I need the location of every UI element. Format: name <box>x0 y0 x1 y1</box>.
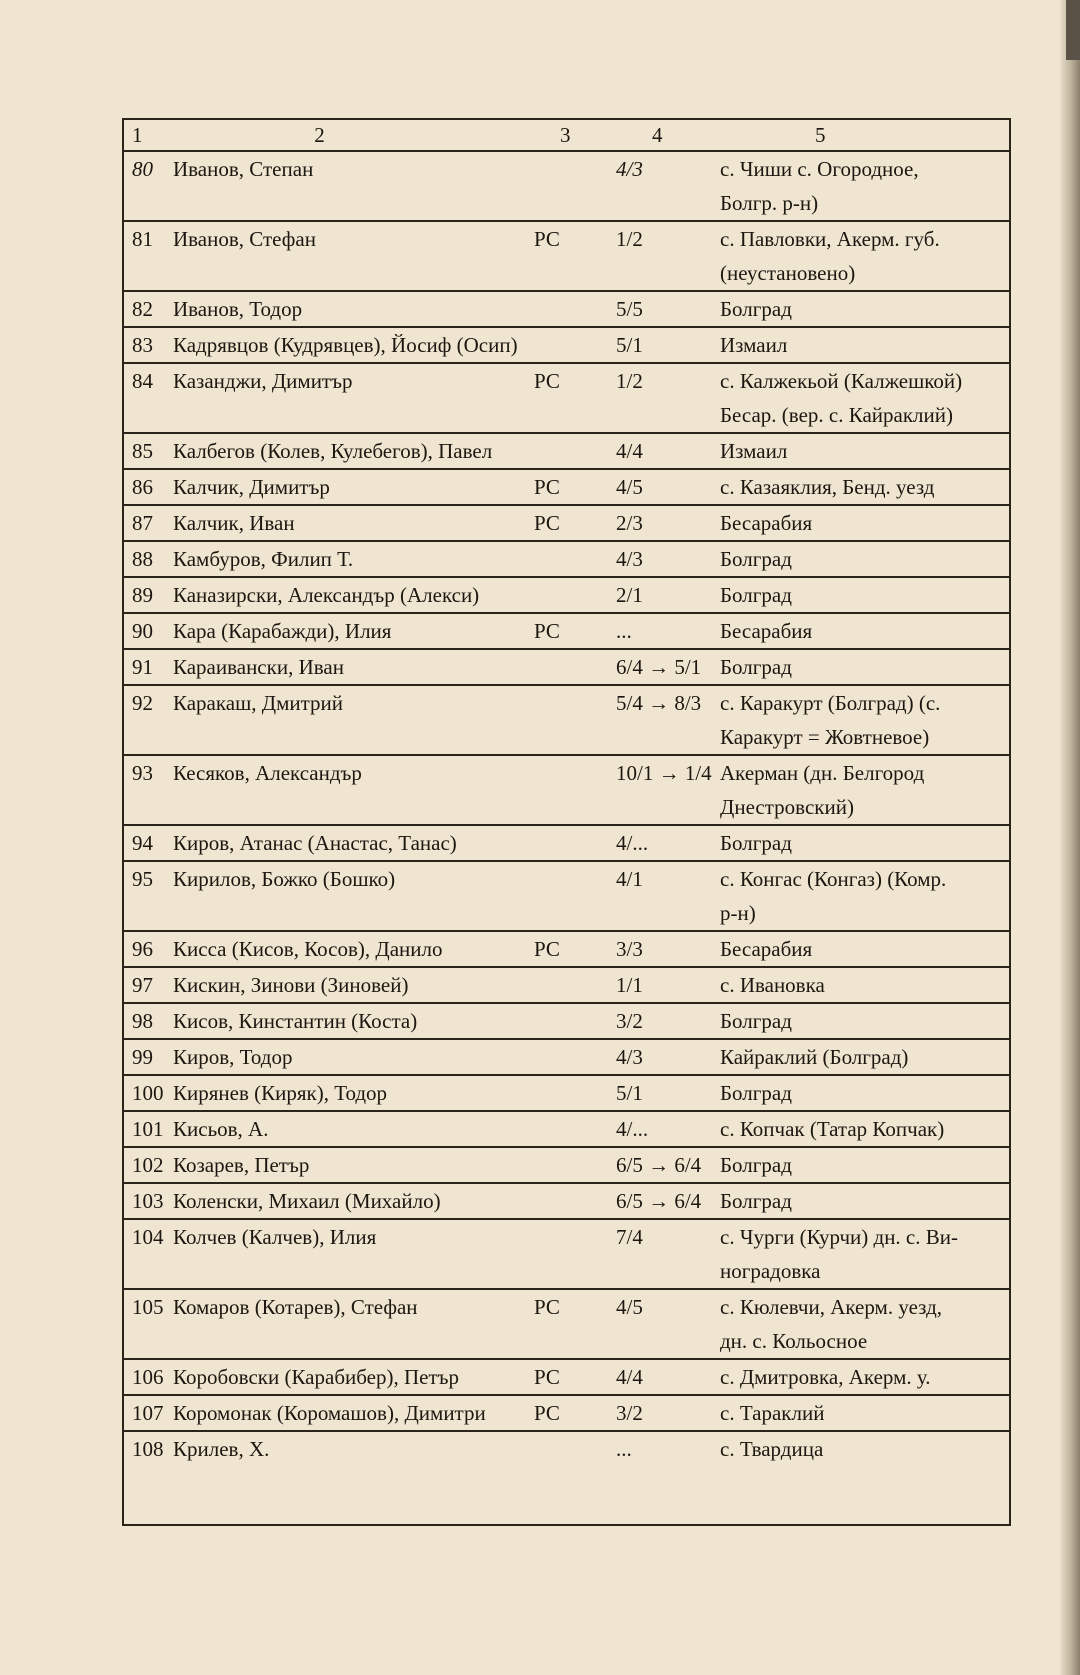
table-row <box>123 1111 1010 1147</box>
table-row <box>123 1183 1010 1219</box>
rc-marker: РС <box>532 613 612 649</box>
place-of-origin <box>720 1003 1010 1039</box>
archive-reference: 6/5 → 6/4 <box>612 1183 720 1219</box>
rc-marker: РС <box>532 221 612 291</box>
table-row <box>123 469 1010 505</box>
table-row <box>123 221 1010 291</box>
row-number: 80 <box>123 151 167 221</box>
rc-marker <box>532 433 612 469</box>
place-of-origin <box>720 1147 1010 1183</box>
archive-reference: 1/2 <box>612 221 720 291</box>
person-name: Караивански, Иван <box>167 649 532 685</box>
archive-reference: 4/5 <box>612 469 720 505</box>
place-line: Болград <box>720 655 792 679</box>
place-line: с. Павловки, Акерм. губ. <box>720 227 940 251</box>
table-row <box>123 967 1010 1003</box>
place-line: Болград <box>720 583 792 607</box>
person-name: Иванов, Степан <box>167 151 532 221</box>
archive-reference: ... <box>612 1431 720 1525</box>
header-col-5: 5 <box>720 119 1010 151</box>
place-of-origin <box>720 613 1010 649</box>
archive-reference: 10/1 → 1/4 <box>612 755 720 825</box>
person-name: Коленски, Михаил (Михайло) <box>167 1183 532 1219</box>
row-number: 104 <box>123 1219 167 1289</box>
place-of-origin <box>720 221 1010 291</box>
table-row <box>123 151 1010 221</box>
table-row <box>123 649 1010 685</box>
row-number: 89 <box>123 577 167 613</box>
place-line: Болград <box>720 1081 792 1105</box>
table-row <box>123 1219 1010 1289</box>
rc-marker <box>532 1183 612 1219</box>
rc-marker <box>532 1219 612 1289</box>
place-line: Каракурт = Жовтневое) <box>720 725 930 749</box>
header-col-1: 1 <box>123 119 167 151</box>
place-line: с. Копчак (Татар Копчак) <box>720 1117 945 1141</box>
register-table <box>122 118 1011 1526</box>
table-row <box>123 825 1010 861</box>
place-of-origin <box>720 755 1010 825</box>
row-number: 91 <box>123 649 167 685</box>
person-name: Коромонак (Коромашов), Димитри <box>167 1395 532 1431</box>
archive-reference: 4/1 <box>612 861 720 931</box>
place-of-origin <box>720 433 1010 469</box>
table-row <box>123 577 1010 613</box>
place-line: с. Чиши с. Огородное, <box>720 157 919 181</box>
rc-marker: РС <box>532 931 612 967</box>
place-of-origin <box>720 1075 1010 1111</box>
archive-reference: 5/5 <box>612 291 720 327</box>
rc-marker <box>532 1111 612 1147</box>
person-name: Иванов, Стефан <box>167 221 532 291</box>
person-name: Киров, Тодор <box>167 1039 532 1075</box>
place-line: с. Кюлевчи, Акерм. уезд, <box>720 1295 942 1319</box>
place-of-origin <box>720 1039 1010 1075</box>
rc-marker <box>532 861 612 931</box>
place-line: Измаил <box>720 333 788 357</box>
place-line: Измаил <box>720 439 788 463</box>
place-of-origin <box>720 1359 1010 1395</box>
place-of-origin <box>720 469 1010 505</box>
place-line: с. Дмитровка, Акерм. у. <box>720 1365 931 1389</box>
row-number: 108 <box>123 1431 167 1525</box>
table-row <box>123 327 1010 363</box>
row-number: 94 <box>123 825 167 861</box>
place-line: Кайраклий (Болград) <box>720 1045 909 1069</box>
archive-reference: 3/3 <box>612 931 720 967</box>
row-number: 96 <box>123 931 167 967</box>
rc-marker <box>532 755 612 825</box>
row-number: 103 <box>123 1183 167 1219</box>
place-line: с. Конгас (Конгаз) (Комр. <box>720 867 947 891</box>
place-of-origin <box>720 685 1010 755</box>
place-line: Болгр. р-н) <box>720 191 819 215</box>
table-row <box>123 613 1010 649</box>
row-number: 88 <box>123 541 167 577</box>
archive-reference: 1/1 <box>612 967 720 1003</box>
rc-marker <box>532 1003 612 1039</box>
archive-reference: 4/... <box>612 1111 720 1147</box>
row-number: 83 <box>123 327 167 363</box>
archive-reference: 6/4 → 5/1 <box>612 649 720 685</box>
archive-reference: 4/3 <box>612 541 720 577</box>
rc-marker <box>532 649 612 685</box>
place-of-origin <box>720 577 1010 613</box>
header-col-3: 3 <box>532 119 612 151</box>
archive-reference: 4/4 <box>612 433 720 469</box>
row-number: 98 <box>123 1003 167 1039</box>
rc-marker <box>532 1039 612 1075</box>
place-of-origin <box>720 291 1010 327</box>
person-name: Калчик, Димитър <box>167 469 532 505</box>
person-name: Киров, Атанас (Анастас, Танас) <box>167 825 532 861</box>
table-row <box>123 505 1010 541</box>
place-of-origin <box>720 825 1010 861</box>
rc-marker <box>532 151 612 221</box>
person-name: Кирилов, Божко (Бошко) <box>167 861 532 931</box>
table-row <box>123 1289 1010 1359</box>
person-name: Каракаш, Дмитрий <box>167 685 532 755</box>
archive-reference: 4/5 <box>612 1289 720 1359</box>
rc-marker <box>532 541 612 577</box>
archive-reference: 4/4 <box>612 1359 720 1395</box>
archive-reference: 7/4 <box>612 1219 720 1289</box>
place-line: Болград <box>720 831 792 855</box>
rc-marker: РС <box>532 505 612 541</box>
place-line: Болград <box>720 297 792 321</box>
table-row <box>123 1003 1010 1039</box>
rc-marker <box>532 291 612 327</box>
place-line: Бесарабия <box>720 937 813 961</box>
row-number: 92 <box>123 685 167 755</box>
row-number: 81 <box>123 221 167 291</box>
place-of-origin <box>720 505 1010 541</box>
place-line: Бесарабия <box>720 511 813 535</box>
table-row <box>123 755 1010 825</box>
archive-reference: 1/2 <box>612 363 720 433</box>
table-row <box>123 1075 1010 1111</box>
place-of-origin <box>720 363 1010 433</box>
archive-reference: 2/1 <box>612 577 720 613</box>
archive-reference: 4/... <box>612 825 720 861</box>
place-line: с. Ивановка <box>720 973 825 997</box>
person-name: Козарев, Петър <box>167 1147 532 1183</box>
person-name: Кадрявцов (Кудрявцев), Йосиф (Осип) <box>167 327 532 363</box>
rc-marker <box>532 327 612 363</box>
place-line: Бесарабия <box>720 619 813 643</box>
place-line: с. Тараклий <box>720 1401 825 1425</box>
archive-reference: 4/3 <box>612 151 720 221</box>
person-name: Кисов, Кинстантин (Коста) <box>167 1003 532 1039</box>
place-line: Болград <box>720 547 792 571</box>
person-name: Коробовски (Карабибер), Петър <box>167 1359 532 1395</box>
page-edge-dark-corner <box>1066 0 1080 60</box>
place-line: с. Казаяклия, Бенд. уезд <box>720 475 935 499</box>
table-row <box>123 433 1010 469</box>
place-of-origin <box>720 1289 1010 1359</box>
rc-marker: РС <box>532 363 612 433</box>
row-number: 84 <box>123 363 167 433</box>
place-of-origin <box>720 1183 1010 1219</box>
place-line: Болград <box>720 1189 792 1213</box>
table-row <box>123 931 1010 967</box>
header-row <box>123 119 1010 151</box>
person-name: Кискин, Зинови (Зиновей) <box>167 967 532 1003</box>
archive-reference: 5/4 → 8/3 <box>612 685 720 755</box>
archive-reference: ... <box>612 613 720 649</box>
person-name: Комаров (Котарев), Стефан <box>167 1289 532 1359</box>
rc-marker <box>532 825 612 861</box>
rc-marker <box>532 1147 612 1183</box>
table-row <box>123 363 1010 433</box>
place-of-origin <box>720 1111 1010 1147</box>
table-row <box>123 1359 1010 1395</box>
table-row <box>123 1395 1010 1431</box>
table-row <box>123 685 1010 755</box>
table-row <box>123 1431 1010 1525</box>
person-name: Кесяков, Александър <box>167 755 532 825</box>
place-of-origin <box>720 151 1010 221</box>
archive-reference: 5/1 <box>612 327 720 363</box>
person-name: Кисьов, А. <box>167 1111 532 1147</box>
place-line: (неустановено) <box>720 261 856 285</box>
person-name: Казанджи, Димитър <box>167 363 532 433</box>
place-line: дн. с. Кольосное <box>720 1329 868 1353</box>
place-of-origin <box>720 1431 1010 1525</box>
rc-marker: РС <box>532 1359 612 1395</box>
row-number: 99 <box>123 1039 167 1075</box>
person-name: Калчик, Иван <box>167 505 532 541</box>
rc-marker: РС <box>532 1289 612 1359</box>
table-row <box>123 1147 1010 1183</box>
rc-marker: РС <box>532 1395 612 1431</box>
row-number: 106 <box>123 1359 167 1395</box>
place-line: Днестровский) <box>720 795 854 819</box>
place-of-origin <box>720 931 1010 967</box>
person-name: Кисса (Кисов, Косов), Данило <box>167 931 532 967</box>
person-name: Крилев, Х. <box>167 1431 532 1525</box>
row-number: 97 <box>123 967 167 1003</box>
row-number: 100 <box>123 1075 167 1111</box>
table-row <box>123 861 1010 931</box>
place-line: Акерман (дн. Белгород <box>720 761 925 785</box>
table-row <box>123 1039 1010 1075</box>
person-name: Калбегов (Колев, Кулебегов), Павел <box>167 433 532 469</box>
row-number: 95 <box>123 861 167 931</box>
place-line: с. Чурги (Курчи) дн. с. Ви- <box>720 1225 958 1249</box>
person-name: Колчев (Калчев), Илия <box>167 1219 532 1289</box>
place-of-origin <box>720 649 1010 685</box>
header-col-4: 4 <box>612 119 720 151</box>
archive-reference: 3/2 <box>612 1395 720 1431</box>
place-of-origin <box>720 1219 1010 1289</box>
row-number: 107 <box>123 1395 167 1431</box>
row-number: 86 <box>123 469 167 505</box>
table-row <box>123 541 1010 577</box>
person-name: Каназирски, Александър (Алекси) <box>167 577 532 613</box>
row-number: 101 <box>123 1111 167 1147</box>
place-line: Бесар. (вер. с. Кайраклий) <box>720 403 953 427</box>
row-number: 90 <box>123 613 167 649</box>
place-of-origin <box>720 1395 1010 1431</box>
place-of-origin <box>720 861 1010 931</box>
place-line: Болград <box>720 1009 792 1033</box>
person-name: Камбуров, Филип Т. <box>167 541 532 577</box>
place-line: ноградовка <box>720 1259 821 1283</box>
place-line: с. Калжекьой (Калжешкой) <box>720 369 963 393</box>
rc-marker: РС <box>532 469 612 505</box>
rc-marker <box>532 967 612 1003</box>
row-number: 87 <box>123 505 167 541</box>
header-col-2: 2 <box>167 119 532 151</box>
register-table-body <box>123 119 1010 1525</box>
place-line: Болград <box>720 1153 792 1177</box>
table-row <box>123 291 1010 327</box>
rc-marker <box>532 1075 612 1111</box>
person-name: Иванов, Тодор <box>167 291 532 327</box>
place-line: с. Твардица <box>720 1437 824 1461</box>
rc-marker <box>532 577 612 613</box>
person-name: Кара (Карабажди), Илия <box>167 613 532 649</box>
row-number: 85 <box>123 433 167 469</box>
person-name: Кирянев (Киряк), Тодор <box>167 1075 532 1111</box>
row-number: 105 <box>123 1289 167 1359</box>
rc-marker <box>532 685 612 755</box>
archive-reference: 5/1 <box>612 1075 720 1111</box>
row-number: 82 <box>123 291 167 327</box>
page-edge-shadow <box>1060 0 1080 1675</box>
place-of-origin <box>720 541 1010 577</box>
place-of-origin <box>720 967 1010 1003</box>
rc-marker <box>532 1431 612 1525</box>
archive-reference: 2/3 <box>612 505 720 541</box>
place-line: с. Каракурт (Болград) (с. <box>720 691 941 715</box>
archive-reference: 6/5 → 6/4 <box>612 1147 720 1183</box>
place-line: р-н) <box>720 901 756 925</box>
row-number: 102 <box>123 1147 167 1183</box>
archive-reference: 3/2 <box>612 1003 720 1039</box>
row-number: 93 <box>123 755 167 825</box>
place-of-origin <box>720 327 1010 363</box>
archive-reference: 4/3 <box>612 1039 720 1075</box>
